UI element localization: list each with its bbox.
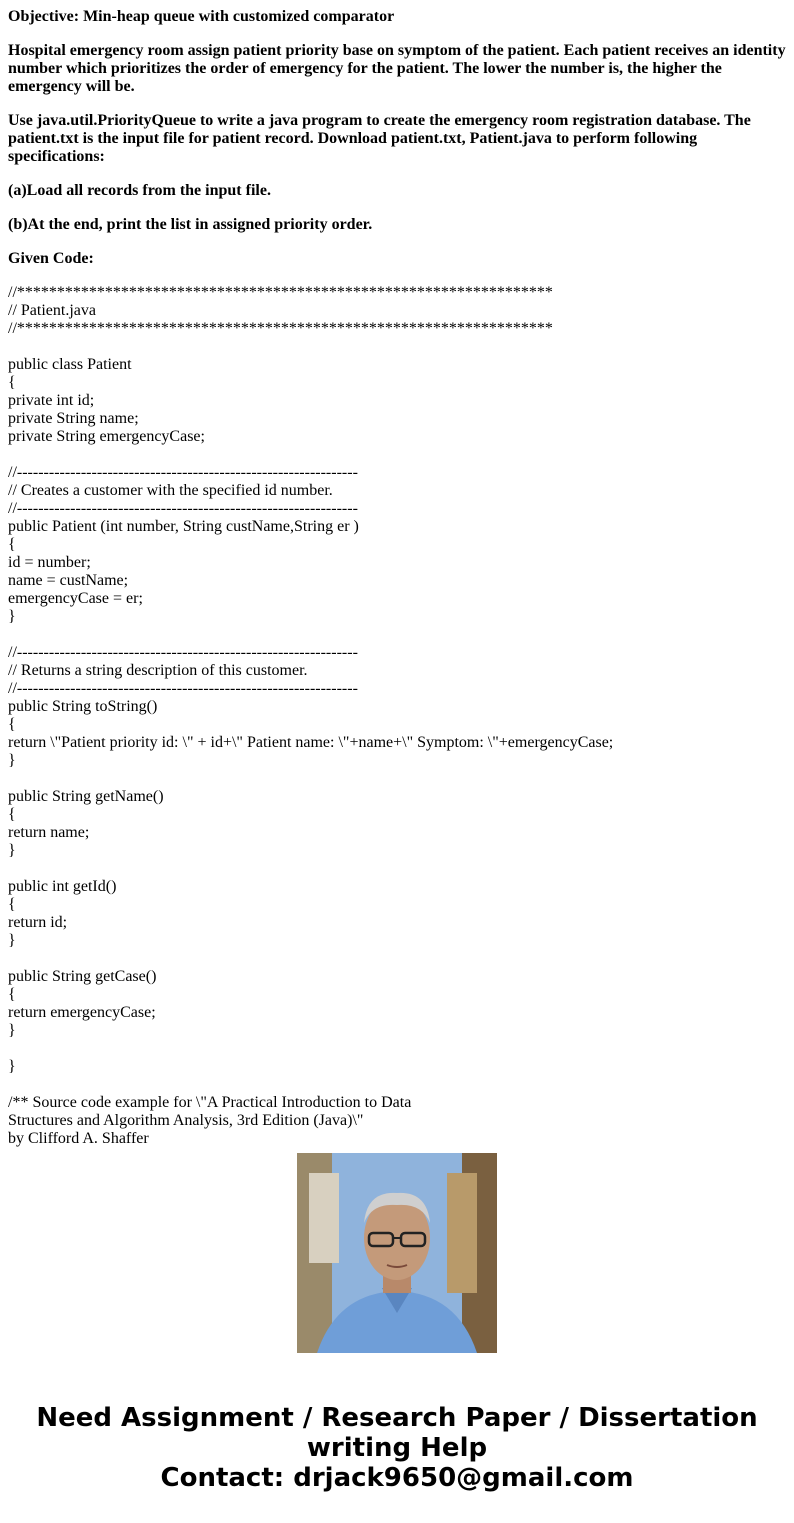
- code-line: [8, 1076, 788, 1094]
- code-line: {: [8, 896, 16, 913]
- footer-line-1: Need Assignment / Research Paper / Dissertation: [36, 1403, 758, 1433]
- code-line: return id;: [8, 914, 68, 931]
- code-block: [8, 284, 788, 1148]
- code-line: public class Patient: [8, 356, 132, 373]
- code-line: //*******************************************************************: [8, 320, 553, 337]
- code-line: id = number;: [8, 554, 91, 571]
- description-paragraph: Hospital emergency room assign patient priority base on symptom of the patient. Each patient receives an identity number which prioritizes the order of emergency for the patient. The lower the number is, the higher the emergency will be.: [8, 42, 786, 95]
- code-line: [8, 950, 788, 968]
- objective-heading: Objective: Min-heap queue with customized comparator: [8, 8, 395, 25]
- code-line: return emergencyCase;: [8, 1004, 156, 1021]
- code-line: }: [8, 608, 16, 625]
- code-line: [8, 770, 788, 788]
- code-line: [8, 338, 788, 356]
- code-line: //----------------------------------------------------------------: [8, 464, 358, 481]
- person-photo-icon: [297, 1153, 497, 1353]
- code-line: /** Source code example for \"A Practical Introduction to Data: [8, 1094, 412, 1111]
- code-line: //----------------------------------------------------------------: [8, 644, 358, 661]
- code-line: Structures and Algorithm Analysis, 3rd Edition (Java)\": [8, 1112, 364, 1129]
- code-line: name = custName;: [8, 572, 129, 589]
- code-line: return \"Patient priority id: \" + id+\" Patient name: \"+name+\" Symptom: \"+emergencyCase;: [8, 734, 614, 751]
- code-line: [8, 1040, 788, 1058]
- code-line: }: [8, 1022, 16, 1039]
- document-content: [8, 0, 788, 1147]
- code-line: emergencyCase = er;: [8, 590, 143, 607]
- instructions-paragraph: Use java.util.PriorityQueue to write a java program to create the emergency room registration database. The patient.txt is the input file for patient record. Download patient.txt, Patient.java to perform following specifications:: [8, 112, 751, 165]
- code-line: private int id;: [8, 392, 95, 409]
- code-line: //*******************************************************************: [8, 284, 553, 301]
- code-line: // Creates a customer with the specified id number.: [8, 482, 333, 499]
- code-line: public String getCase(): [8, 968, 157, 985]
- code-line: // Returns a string description of this customer.: [8, 662, 308, 679]
- code-line: }: [8, 752, 16, 769]
- code-line: {: [8, 986, 16, 1003]
- code-line: public String toString(): [8, 698, 158, 715]
- code-line: {: [8, 374, 16, 391]
- avatar: [297, 1153, 497, 1353]
- code-line: //----------------------------------------------------------------: [8, 680, 358, 697]
- code-line: private String name;: [8, 410, 139, 427]
- code-line: {: [8, 536, 16, 553]
- footer-line-2: writing Help: [306, 1433, 488, 1463]
- code-line: {: [8, 806, 16, 823]
- code-line: public String getName(): [8, 788, 164, 805]
- footer-ad: [0, 1403, 794, 1493]
- code-line: }: [8, 932, 16, 949]
- code-line: [8, 626, 788, 644]
- code-line: public Patient (int number, String custName,String er ): [8, 518, 359, 535]
- spec-a: (a)Load all records from the input file.: [8, 182, 271, 199]
- code-line: public int getId(): [8, 878, 117, 895]
- footer-contact: Contact: drjack9650@gmail.com: [160, 1463, 634, 1493]
- code-line: by Clifford A. Shaffer: [8, 1130, 149, 1147]
- code-line: {: [8, 716, 16, 733]
- code-line: }: [8, 1058, 16, 1075]
- code-line: return name;: [8, 824, 90, 841]
- code-line: //----------------------------------------------------------------: [8, 500, 358, 517]
- code-line: }: [8, 842, 16, 859]
- code-line: private String emergencyCase;: [8, 428, 205, 445]
- code-line: [8, 446, 788, 464]
- spec-b: (b)At the end, print the list in assigned priority order.: [8, 216, 373, 233]
- code-line: [8, 860, 788, 878]
- code-line: // Patient.java: [8, 302, 96, 319]
- given-code-heading: Given Code:: [8, 250, 94, 267]
